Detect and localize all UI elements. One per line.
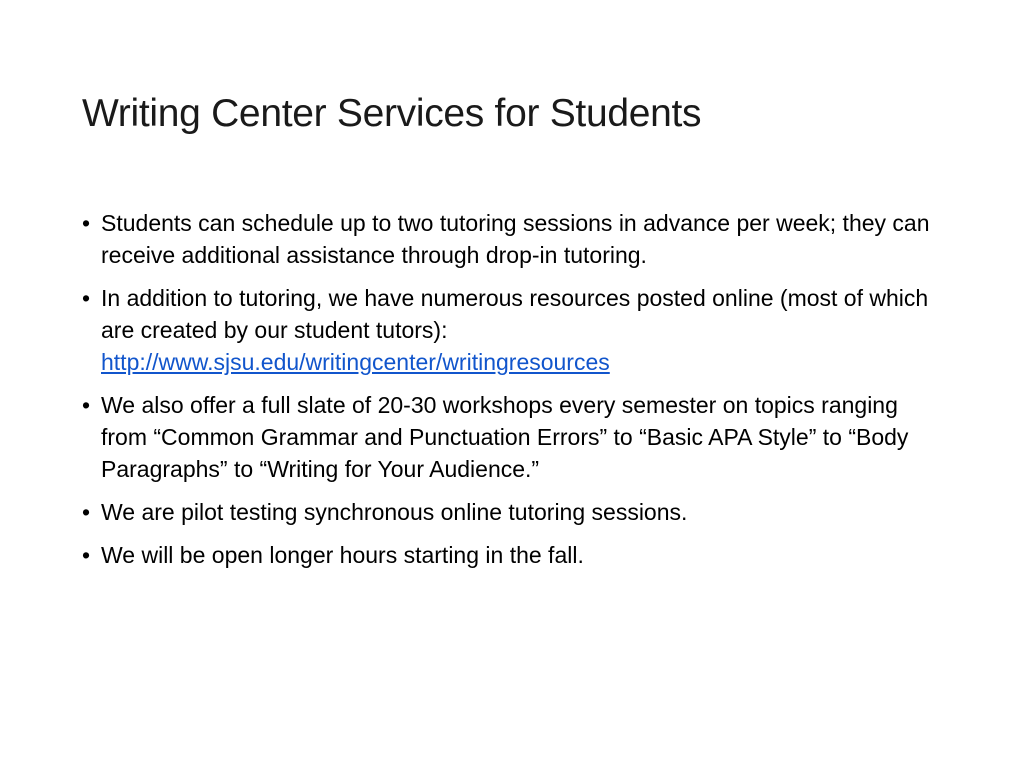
bullet-marker: •	[82, 285, 91, 311]
writing-resources-link[interactable]: http://www.sjsu.edu/writingcenter/writingresources	[101, 349, 610, 375]
bullet-marker: •	[82, 392, 91, 418]
bullet-text: Students can schedule up to two tutoring sessions in advance per week; they can receive additional assistance through drop-in tutoring.	[101, 210, 930, 268]
bullet-text: We also offer a full slate of 20-30 workshops every semester on topics ranging from “Common Grammar and Punctuation Errors” to “Basic APA Style” to “Body Paragraphs” to “Writing for Your Audience.”	[101, 392, 909, 482]
bullet-marker: •	[82, 542, 91, 568]
bullet-list	[82, 207, 932, 582]
bullet-item	[82, 389, 932, 485]
bullet-item	[82, 539, 932, 571]
bullet-marker: •	[82, 210, 91, 236]
bullet-item	[82, 207, 932, 271]
bullet-text: We are pilot testing synchronous online tutoring sessions.	[101, 499, 688, 525]
bullet-item	[82, 496, 932, 528]
bullet-text: In addition to tutoring, we have numerous resources posted online (most of which are created by our student tutors):	[101, 285, 929, 343]
bullet-text: We will be open longer hours starting in the fall.	[101, 542, 584, 568]
slide-title: Writing Center Services for Students	[82, 92, 702, 135]
bullet-item	[82, 282, 932, 378]
bullet-marker: •	[82, 499, 91, 525]
